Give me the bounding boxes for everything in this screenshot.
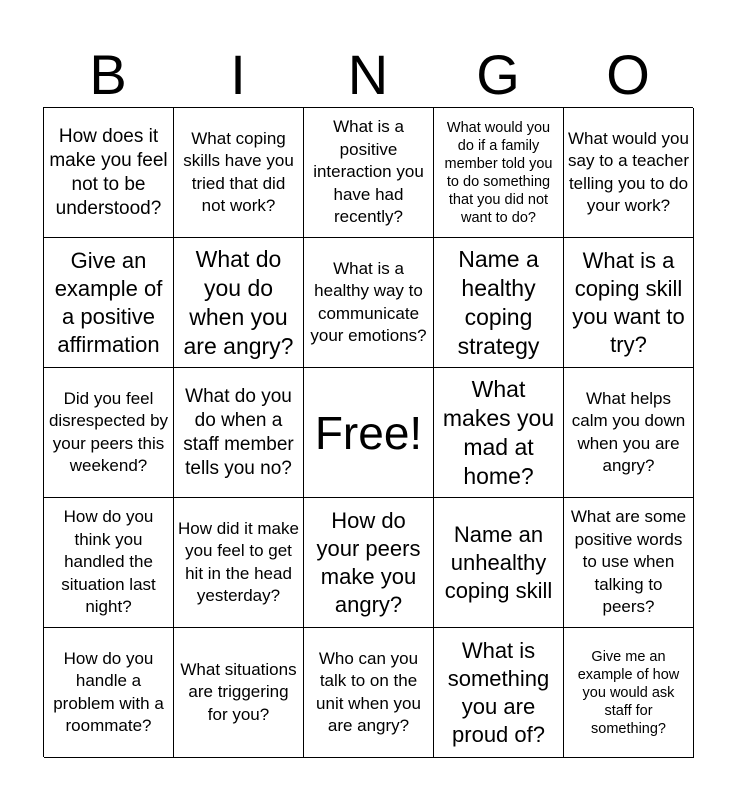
bingo-header (43, 44, 693, 106)
bingo-cell[interactable]: What would you say to a teacher telling you to do your work? (564, 108, 694, 238)
bingo-grid (43, 107, 693, 757)
free-space[interactable]: Free! (304, 368, 434, 498)
bingo-cell[interactable]: What would you do if a family member told you to do something that you did not want to do? (434, 108, 564, 238)
bingo-cell[interactable]: Who can you talk to on the unit when you are angry? (304, 628, 434, 758)
bingo-cell[interactable]: What are some positive words to use when talking to peers? (564, 498, 694, 628)
header-letter-n: N (347, 43, 389, 106)
bingo-cell[interactable]: How does it make you feel not to be understood? (44, 108, 174, 238)
header-letter-i: I (230, 43, 246, 106)
bingo-cell[interactable]: What makes you mad at home? (434, 368, 564, 498)
bingo-cell[interactable]: What do you do when a staff member tells you no? (174, 368, 304, 498)
bingo-cell[interactable]: Name a healthy coping strategy (434, 238, 564, 368)
header-letter-b: B (89, 43, 127, 106)
bingo-cell[interactable]: Name an unhealthy coping skill (434, 498, 564, 628)
bingo-cell[interactable]: Give me an example of how you would ask staff for something? (564, 628, 694, 758)
bingo-cell[interactable]: Did you feel disrespected by your peers this weekend? (44, 368, 174, 498)
bingo-cell[interactable]: What situations are triggering for you? (174, 628, 304, 758)
bingo-cell[interactable]: What do you do when you are angry? (174, 238, 304, 368)
bingo-cell[interactable]: What is a positive interaction you have had recently? (304, 108, 434, 238)
bingo-cell[interactable]: What is a healthy way to communicate your emotions? (304, 238, 434, 368)
bingo-cell[interactable]: What is something you are proud of? (434, 628, 564, 758)
header-letter-o: O (606, 43, 650, 106)
bingo-cell[interactable]: How do your peers make you angry? (304, 498, 434, 628)
bingo-cell[interactable]: How do you handle a problem with a roommate? (44, 628, 174, 758)
bingo-cell[interactable]: How did it make you feel to get hit in the head yesterday? (174, 498, 304, 628)
bingo-cell[interactable]: What is a coping skill you want to try? (564, 238, 694, 368)
bingo-cell[interactable]: Give an example of a positive affirmation (44, 238, 174, 368)
bingo-cell[interactable]: What helps calm you down when you are angry? (564, 368, 694, 498)
bingo-cell[interactable]: How do you think you handled the situation last night? (44, 498, 174, 628)
bingo-cell[interactable]: What coping skills have you tried that did not work? (174, 108, 304, 238)
header-letter-g: G (476, 43, 520, 106)
